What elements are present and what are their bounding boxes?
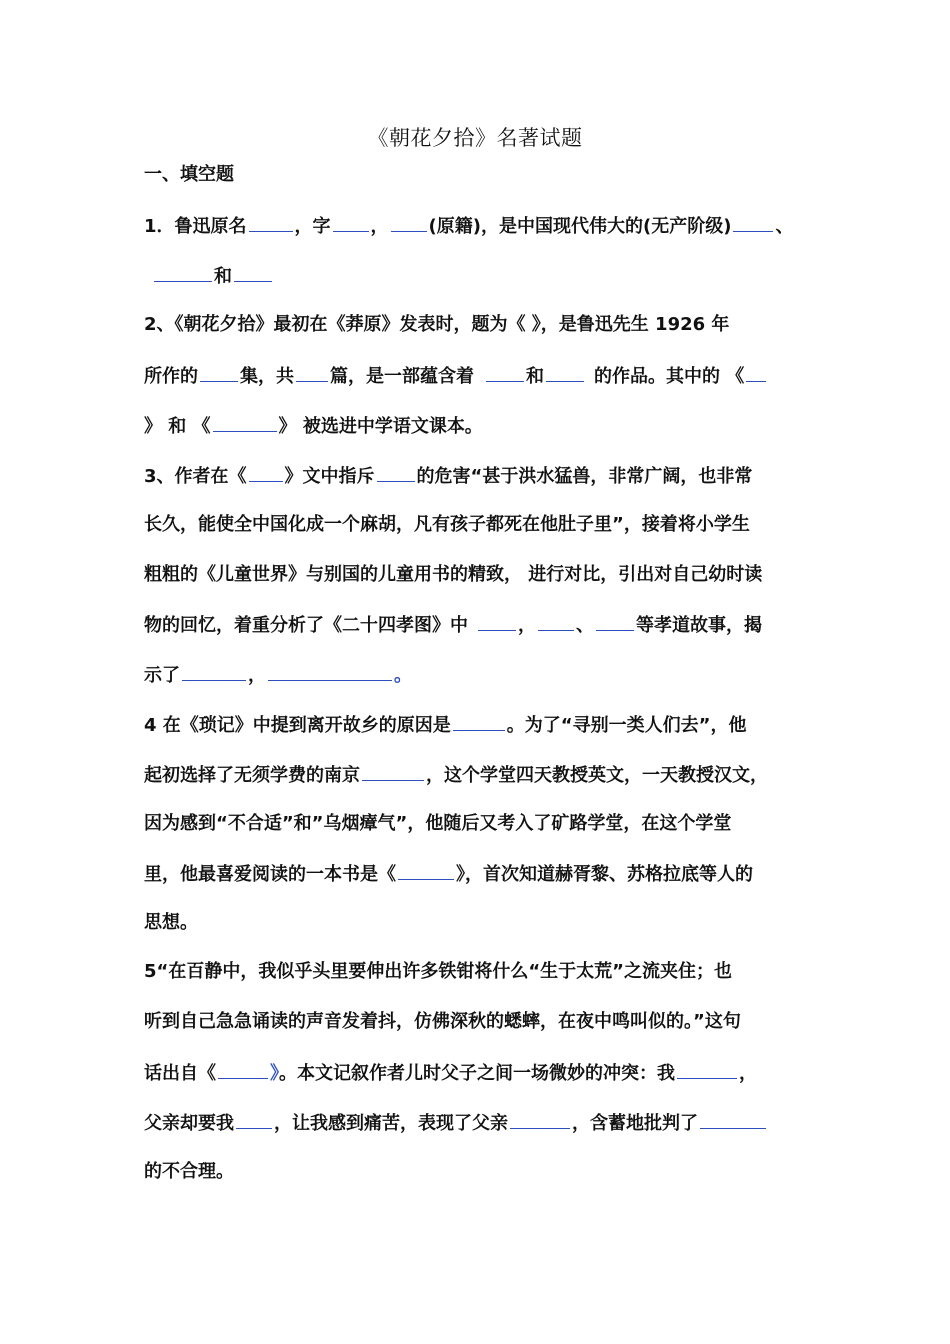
q2-line-2 [144,363,768,389]
q4-text: 4 在《琐记》中提到离开故乡的原因是 [144,715,451,736]
q2-line-1: 2、《朝花夕拾》最初在《莽原》发表时，题为《 》，是鲁迅先生 1926 年 [144,314,730,335]
answer-blank[interactable] [746,363,766,382]
q3-text: 》文中指斥 [284,466,375,487]
q4-text: ，这个学堂四天教授英文，一天教授汉文， [426,765,768,786]
q3-line-4 [144,612,762,638]
document-title: 《朝花夕拾》名著试题 [367,126,583,150]
q4-text: 里，他最喜爱阅读的一本书是《 [144,864,396,885]
answer-blank[interactable] [478,612,516,631]
q3-text: ， [518,615,536,636]
answer-blank[interactable] [486,363,524,382]
q1-text: (原籍)，是中国现代伟大的(无产阶级) [428,216,732,237]
q2-line-3 [144,413,483,439]
q3-text: 等孝道故事，揭 [636,615,762,636]
q5-text: ，含蓄地批判了 [572,1113,698,1134]
answer-blank[interactable] [546,363,584,382]
q1-text: 和 [214,266,232,287]
q1-line-1 [144,213,793,239]
answer-blank[interactable] [213,413,277,432]
answer-blank[interactable] [296,363,328,382]
q3-line-2: 长久，能使全中国化成一个麻胡，凡有孩子都死在他肚子里”，接着将小学生 [144,514,750,535]
answer-blank[interactable] [218,1060,268,1079]
answer-blank[interactable] [391,213,427,232]
answer-blank[interactable] [182,662,246,681]
q4-text: 》，首次知道赫胥黎、苏格拉底等人的 [456,864,753,885]
q5-text: ， [739,1063,757,1084]
q5-text: 话出自《 [144,1063,216,1084]
answer-blank[interactable] [700,1110,766,1129]
q3-line-1 [144,463,752,489]
answer-blank[interactable] [677,1060,737,1079]
q2-text: 》 被选进中学语文课本。 [278,416,483,437]
q1-text: 、 [775,216,794,237]
q2-text: 所作的 [144,366,198,387]
q5-text: 。本文记叙作者儿时父子之间一场微妙的冲突：我 [279,1063,675,1084]
q2-text: 篇，是一部蕴含着 [330,366,474,387]
q5-text: 》 [270,1063,279,1084]
answer-blank[interactable] [200,363,238,382]
q4-line-3: 因为感到“不合适”和”乌烟瘴气”，他随后又考入了矿路学堂，在这个学堂 [144,813,732,834]
answer-blank[interactable] [268,662,392,681]
q1-text: ，字 [294,216,331,237]
q5-text: 父亲却要我 [144,1113,234,1134]
q1-line-2 [152,263,274,289]
q3-text: ， [248,665,266,686]
answer-blank[interactable] [377,463,415,482]
q2-text: 》 和 《 [144,416,211,437]
q5-line-4 [144,1110,768,1136]
q2-text: 集，共 [240,366,294,387]
section-heading: 一、填空题 [144,164,234,185]
q5-line-1: 5“在百静中，我似乎头里要伸出许多铁钳将什么“生于太荒”之流夹住；也 [144,961,733,982]
q3-text: 、 [576,615,594,636]
answer-blank[interactable] [453,712,505,731]
q5-line-5: 的不合理。 [144,1161,234,1182]
answer-blank[interactable] [154,263,212,282]
q4-line-5: 思想。 [144,912,198,933]
answer-blank[interactable] [249,213,293,232]
q5-text: ，让我感到痛苦，表现了父亲 [274,1113,508,1134]
q3-text: 示了 [144,665,180,686]
q2-text: 的作品。其中的 《 [594,366,745,387]
answer-blank[interactable] [538,612,574,631]
answer-blank[interactable] [333,213,369,232]
answer-blank[interactable] [249,463,283,482]
q3-text: 物的回忆，着重分析了《二十四孝图》中 [144,615,468,636]
q2-text: 和 [526,366,544,387]
q4-text: 起初选择了无须学费的南京 [144,765,360,786]
q3-line-3: 粗粗的《儿童世界》与别国的儿童用书的精致， 进行对比，引出对自己幼时读 [144,564,763,585]
answer-blank[interactable] [733,213,773,232]
q3-text: 的危害“甚于洪水猛兽，非常广阔，也非常 [416,466,753,487]
q3-text: 3、作者在《 [144,466,247,487]
q5-line-3 [144,1060,757,1086]
answer-blank[interactable] [596,612,634,631]
q5-line-2: 听到自己急急诵读的声音发着抖，仿佛深秋的蟋蟀，在夜中鸣叫似的。”这句 [144,1011,741,1032]
q4-text: 。为了“寻别一类人们去”，他 [506,715,747,736]
answer-blank[interactable] [234,263,272,282]
q1-text: 1．鲁迅原名 [144,216,247,237]
answer-blank[interactable] [510,1110,570,1129]
q4-line-2 [144,762,768,788]
answer-blank[interactable] [398,861,454,880]
q3-line-5 [144,662,412,688]
answer-blank[interactable] [362,762,424,781]
q4-line-1 [144,712,746,738]
q4-line-4 [144,861,753,887]
q1-text: ， [370,216,389,237]
q3-text: 。 [394,665,412,686]
answer-blank[interactable] [236,1110,272,1129]
